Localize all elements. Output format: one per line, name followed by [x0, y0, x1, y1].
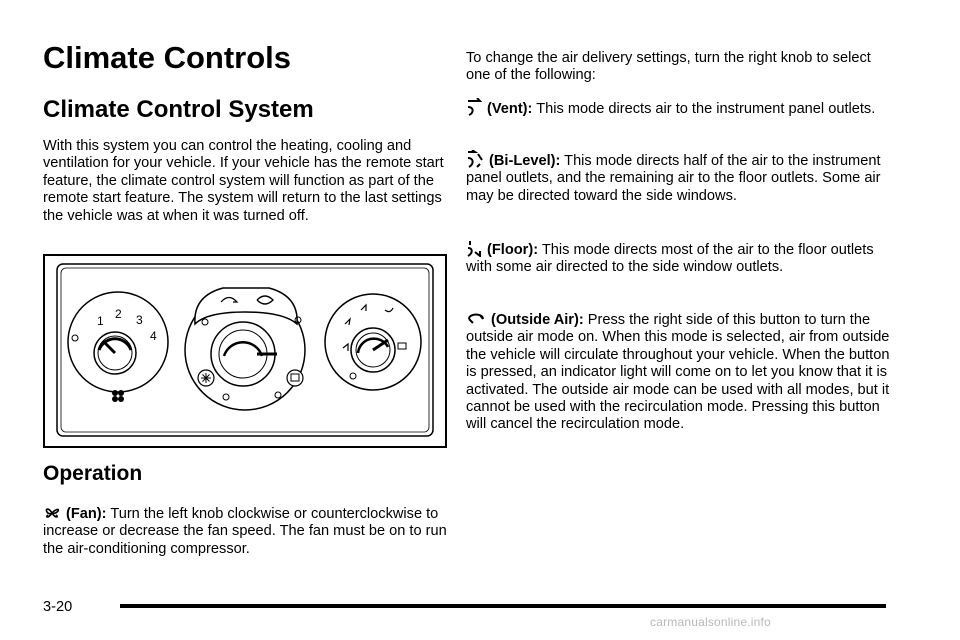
- floor-mode-paragraph: [466, 239, 896, 277]
- rear-defrost-icon: [287, 370, 303, 386]
- intro-paragraph: With this system you can control the heating, cooling and ventilation for your vehicle. If your vehicle has the remote start feature, the climate control system will function as part of the remote start feature. The system will return to the last settings the vehicle was at when it was turned off.: [43, 138, 444, 224]
- climate-control-panel-illustration: [43, 254, 447, 448]
- fan-icon: [43, 505, 61, 521]
- section-title: Climate Control System: [43, 96, 314, 123]
- vent-mode-paragraph: [466, 98, 896, 118]
- page-number: 3-20: [43, 599, 73, 615]
- fan-number-1: 1: [97, 314, 104, 328]
- ac-snowflake-icon: [198, 370, 214, 386]
- outside-air-text: Press the right side of this button to turn the outside air mode on. When this mode is selected, air from outside the vehicle will circulate throughout your vehicle. When the button is pressed, an indicator light will come on to let you know that it is activated. The outside air mode can be used with all modes, but it cannot be used with the recirculation mode. Pressing this button will cancel the recirculation mode.: [466, 312, 890, 433]
- temperature-knob: [185, 288, 305, 410]
- fan-text: Turn the left knob clockwise or counterclockwise to increase or decrease the fan speed. The fan must be on to run the air-conditioning compressor.: [43, 506, 447, 557]
- outside-air-icon: [466, 311, 486, 327]
- page-title: Climate Controls: [43, 40, 292, 75]
- mode-knob: [325, 294, 421, 390]
- footer-rule: [120, 604, 886, 608]
- floor-label: (Floor):: [487, 242, 539, 258]
- vent-label: (Vent):: [487, 101, 533, 117]
- bi-level-label: (Bi-Level):: [489, 153, 561, 169]
- air-delivery-intro: To change the air delivery settings, turn the right knob to select one of the following:: [466, 50, 871, 84]
- operation-heading: Operation: [43, 462, 143, 485]
- bi-level-text: This mode directs half of the air to the instrument panel outlets, and the remaining air to the floor outlets. Some air may be directed toward the side windows.: [466, 153, 881, 204]
- fan-paragraph: [43, 505, 453, 558]
- fan-number-4: 4: [150, 329, 157, 343]
- bi-level-icon: [466, 150, 484, 168]
- vent-text: This mode directs air to the instrument panel outlets.: [536, 101, 876, 117]
- vent-icon: [466, 98, 482, 116]
- fan-number-3: 3: [136, 313, 143, 327]
- bi-level-mode-paragraph: [466, 150, 896, 205]
- outside-air-mode-paragraph: [466, 311, 896, 434]
- watermark: carmanualsonline.info: [650, 615, 771, 629]
- floor-icon: [466, 239, 482, 257]
- fan-label: (Fan):: [66, 506, 107, 522]
- floor-text: This mode directs most of the air to the floor outlets with some air directed to the side window outlets.: [466, 242, 874, 276]
- outside-air-label: (Outside Air):: [491, 312, 584, 328]
- fan-number-2: 2: [115, 307, 122, 321]
